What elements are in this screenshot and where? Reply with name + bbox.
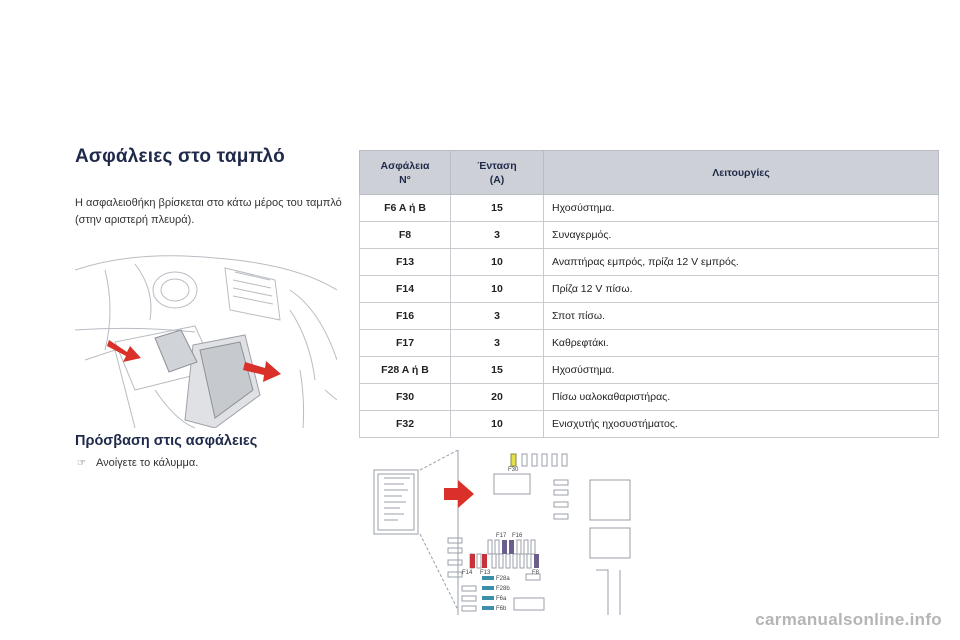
fuse-cell: F16: [360, 303, 451, 330]
header-fuse-number: N°: [399, 173, 411, 186]
access-step: [77, 457, 198, 469]
amps-cell: 15: [451, 195, 544, 222]
fuse-cell: F14: [360, 276, 451, 303]
table-row: [360, 330, 939, 357]
footer-watermark: carmanualsonline.info: [755, 610, 942, 629]
section-title: Ασφάλειες στο ταμπλό: [75, 146, 285, 167]
amps-cell: 10: [451, 249, 544, 276]
function-cell: Ενισχυτής ηχοσυστήματος.: [544, 411, 939, 438]
red-arrow-icon: [444, 480, 474, 508]
table-row: [360, 222, 939, 249]
header-amps-label: Ένταση: [477, 159, 517, 172]
access-step-text: Ανοίγετε το κάλυμμα.: [95, 457, 199, 469]
header-amps: [451, 151, 544, 195]
fuse-cell: F6 A ή B: [360, 195, 451, 222]
amps-cell: 10: [451, 411, 544, 438]
label-f6a: F6a: [496, 596, 507, 602]
fuse-f14: [470, 554, 475, 568]
intro-text: Η ασφαλειοθήκη βρίσκεται στο κάτω μέρος του ταμπλό (στην αριστερή πλευρά).: [75, 197, 342, 226]
function-cell: Ηχοσύστημα.: [544, 357, 939, 384]
label-f6b: F6b: [496, 606, 507, 612]
amps-cell: 3: [451, 303, 544, 330]
amps-cell: 10: [451, 276, 544, 303]
function-cell: Πίσω υαλοκαθαριστήρας.: [544, 384, 939, 411]
fuse-f28b: [482, 586, 494, 590]
header-fuse: [360, 151, 451, 195]
header-function: Λειτουργίες: [544, 151, 939, 195]
function-cell: Ηχοσύστημα.: [544, 195, 939, 222]
access-title: Πρόσβαση στις ασφάλειες: [75, 433, 258, 449]
label-f17: F17: [496, 533, 507, 539]
fuse-f8: [534, 554, 539, 568]
label-f14: F14: [462, 570, 473, 576]
table-row: [360, 249, 939, 276]
table-row: [360, 384, 939, 411]
function-cell: Σποτ πίσω.: [544, 303, 939, 330]
fuse-cell: F30: [360, 384, 451, 411]
fuse-f16: [509, 540, 514, 554]
fuse-table: [359, 150, 939, 438]
header-fuse-label: Ασφάλεια: [380, 159, 430, 172]
function-cell: Καθρεφτάκι.: [544, 330, 939, 357]
function-cell: Πρίζα 12 V πίσω.: [544, 276, 939, 303]
table-row: [360, 411, 939, 438]
label-f8: F8: [532, 570, 540, 576]
table-row: [360, 357, 939, 384]
table-row: [360, 195, 939, 222]
header-amps-unit: (A): [489, 173, 505, 186]
label-f28a: F28a: [496, 576, 510, 582]
amps-cell: 3: [451, 330, 544, 357]
fuse-f13: [482, 554, 487, 568]
fuse-cell: F28 A ή B: [360, 357, 451, 384]
amps-cell: 15: [451, 357, 544, 384]
label-f28b: F28b: [496, 586, 510, 592]
fuse-cell: F17: [360, 330, 451, 357]
fuse-f28a: [482, 576, 494, 580]
table-row: [360, 303, 939, 330]
bullet-icon: ☞: [77, 457, 86, 469]
label-f30: F30: [508, 467, 519, 473]
fuse-f30: [511, 454, 516, 466]
fuse-cell: F13: [360, 249, 451, 276]
amps-cell: 20: [451, 384, 544, 411]
function-cell: Συναγερμός.: [544, 222, 939, 249]
fuse-f6b: [482, 606, 494, 610]
dashboard-illustration: [75, 250, 337, 428]
table-header-row: [360, 151, 939, 195]
table-row: [360, 276, 939, 303]
fuse-f17: [502, 540, 507, 554]
label-f13: F13: [480, 570, 491, 576]
label-f16: F16: [512, 533, 523, 539]
fuse-box-diagram: [358, 450, 648, 615]
amps-cell: 3: [451, 222, 544, 249]
fuse-cell: F8: [360, 222, 451, 249]
fuse-cell: F32: [360, 411, 451, 438]
function-cell: Αναπτήρας εμπρός, πρίζα 12 V εμπρός.: [544, 249, 939, 276]
fuse-f6a: [482, 596, 494, 600]
